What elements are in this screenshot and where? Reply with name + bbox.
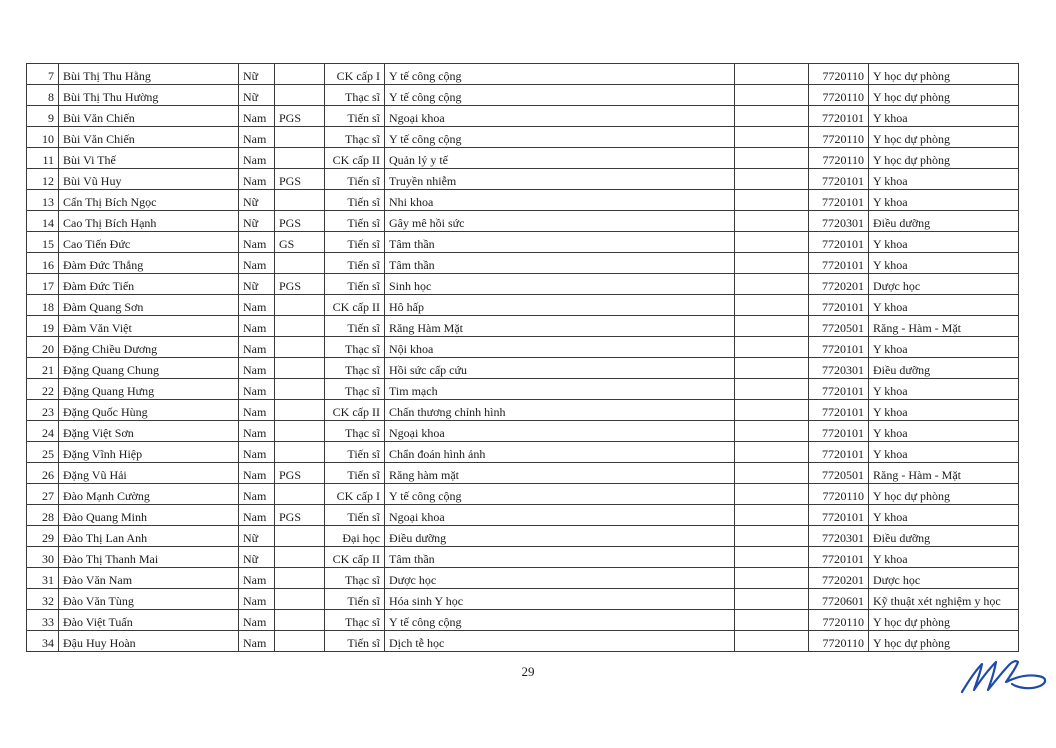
academic-title-cell <box>275 400 325 421</box>
program-code-cell: 7720301 <box>809 526 869 547</box>
row-number: 15 <box>27 232 59 253</box>
table-row <box>27 547 1019 568</box>
row-number: 32 <box>27 589 59 610</box>
academic-title-cell: PGS <box>275 505 325 526</box>
major-cell: Y khoa <box>869 295 1019 316</box>
table-row <box>27 85 1019 106</box>
gender-cell: Nam <box>239 568 275 589</box>
row-number: 34 <box>27 631 59 652</box>
row-number: 26 <box>27 463 59 484</box>
degree-cell: Thạc sĩ <box>325 610 385 631</box>
gender-cell: Nữ <box>239 64 275 85</box>
academic-title-cell <box>275 526 325 547</box>
gender-cell: Nam <box>239 442 275 463</box>
academic-title-cell <box>275 589 325 610</box>
note-cell <box>735 274 809 295</box>
table-row <box>27 127 1019 148</box>
major-cell: Y khoa <box>869 442 1019 463</box>
major-cell: Y khoa <box>869 421 1019 442</box>
major-cell: Răng - Hàm - Mặt <box>869 463 1019 484</box>
major-cell: Dược học <box>869 274 1019 295</box>
row-number: 31 <box>27 568 59 589</box>
gender-cell: Nam <box>239 148 275 169</box>
program-code-cell: 7720201 <box>809 274 869 295</box>
degree-cell: Tiến sĩ <box>325 232 385 253</box>
person-name: Đặng Chiều Dương <box>59 337 239 358</box>
person-name: Cấn Thị Bích Ngọc <box>59 190 239 211</box>
note-cell <box>735 421 809 442</box>
person-name: Đặng Quốc Hùng <box>59 400 239 421</box>
gender-cell: Nam <box>239 316 275 337</box>
major-cell: Y học dự phòng <box>869 127 1019 148</box>
degree-cell: Đại học <box>325 526 385 547</box>
major-cell: Y khoa <box>869 169 1019 190</box>
row-number: 20 <box>27 337 59 358</box>
program-code-cell: 7720101 <box>809 169 869 190</box>
degree-cell: CK cấp II <box>325 148 385 169</box>
note-cell <box>735 547 809 568</box>
academic-title-cell <box>275 127 325 148</box>
row-number: 13 <box>27 190 59 211</box>
row-number: 18 <box>27 295 59 316</box>
gender-cell: Nữ <box>239 547 275 568</box>
note-cell <box>735 610 809 631</box>
academic-title-cell <box>275 358 325 379</box>
table-row <box>27 484 1019 505</box>
specialty-cell: Dịch tễ học <box>385 631 735 652</box>
major-cell: Y học dự phòng <box>869 484 1019 505</box>
academic-title-cell: PGS <box>275 463 325 484</box>
gender-cell: Nam <box>239 295 275 316</box>
table-row <box>27 379 1019 400</box>
row-number: 17 <box>27 274 59 295</box>
program-code-cell: 7720101 <box>809 547 869 568</box>
degree-cell: CK cấp I <box>325 64 385 85</box>
specialty-cell: Răng Hàm Mặt <box>385 316 735 337</box>
row-number: 29 <box>27 526 59 547</box>
note-cell <box>735 400 809 421</box>
program-code-cell: 7720301 <box>809 358 869 379</box>
gender-cell: Nữ <box>239 274 275 295</box>
major-cell: Điều dưỡng <box>869 211 1019 232</box>
person-name: Đặng Vĩnh Hiệp <box>59 442 239 463</box>
gender-cell: Nam <box>239 400 275 421</box>
gender-cell: Nam <box>239 127 275 148</box>
table-row <box>27 400 1019 421</box>
specialty-cell: Y tế công cộng <box>385 610 735 631</box>
staff-table <box>26 63 1019 652</box>
degree-cell: Thạc sĩ <box>325 85 385 106</box>
academic-title-cell <box>275 253 325 274</box>
person-name: Cao Thị Bích Hạnh <box>59 211 239 232</box>
table-row <box>27 211 1019 232</box>
note-cell <box>735 316 809 337</box>
gender-cell: Nữ <box>239 85 275 106</box>
page-number: 29 <box>521 664 535 679</box>
degree-cell: Tiến sĩ <box>325 589 385 610</box>
program-code-cell: 7720110 <box>809 484 869 505</box>
degree-cell: CK cấp II <box>325 295 385 316</box>
person-name: Đặng Việt Sơn <box>59 421 239 442</box>
person-name: Đào Quang Minh <box>59 505 239 526</box>
table-row <box>27 232 1019 253</box>
program-code-cell: 7720201 <box>809 568 869 589</box>
table-row <box>27 463 1019 484</box>
academic-title-cell <box>275 631 325 652</box>
specialty-cell: Tim mạch <box>385 379 735 400</box>
row-number: 8 <box>27 85 59 106</box>
major-cell: Y khoa <box>869 190 1019 211</box>
specialty-cell: Ngoại khoa <box>385 421 735 442</box>
specialty-cell: Tâm thần <box>385 253 735 274</box>
table-row <box>27 295 1019 316</box>
program-code-cell: 7720101 <box>809 400 869 421</box>
gender-cell: Nam <box>239 631 275 652</box>
table-body <box>27 64 1019 652</box>
specialty-cell: Nhi khoa <box>385 190 735 211</box>
table-row <box>27 631 1019 652</box>
major-cell: Y khoa <box>869 505 1019 526</box>
academic-title-cell <box>275 484 325 505</box>
table-row <box>27 148 1019 169</box>
academic-title-cell <box>275 610 325 631</box>
gender-cell: Nam <box>239 106 275 127</box>
row-number: 27 <box>27 484 59 505</box>
table-row <box>27 421 1019 442</box>
row-number: 21 <box>27 358 59 379</box>
specialty-cell: Quản lý y tế <box>385 148 735 169</box>
academic-title-cell <box>275 148 325 169</box>
major-cell: Y khoa <box>869 400 1019 421</box>
note-cell <box>735 442 809 463</box>
program-code-cell: 7720101 <box>809 295 869 316</box>
degree-cell: Thạc sĩ <box>325 379 385 400</box>
specialty-cell: Hồi sức cấp cứu <box>385 358 735 379</box>
row-number: 19 <box>27 316 59 337</box>
gender-cell: Nam <box>239 463 275 484</box>
table-row <box>27 253 1019 274</box>
program-code-cell: 7720101 <box>809 505 869 526</box>
specialty-cell: Hô hấp <box>385 295 735 316</box>
table-row <box>27 316 1019 337</box>
academic-title-cell <box>275 85 325 106</box>
academic-title-cell <box>275 547 325 568</box>
program-code-cell: 7720101 <box>809 337 869 358</box>
person-name: Đặng Quang Hưng <box>59 379 239 400</box>
table-row <box>27 337 1019 358</box>
person-name: Đậu Huy Hoàn <box>59 631 239 652</box>
specialty-cell: Hóa sinh Y học <box>385 589 735 610</box>
major-cell: Y học dự phòng <box>869 610 1019 631</box>
row-number: 24 <box>27 421 59 442</box>
degree-cell: Tiến sĩ <box>325 106 385 127</box>
major-cell: Y khoa <box>869 547 1019 568</box>
gender-cell: Nam <box>239 232 275 253</box>
academic-title-cell <box>275 190 325 211</box>
major-cell: Điều dưỡng <box>869 526 1019 547</box>
note-cell <box>735 589 809 610</box>
program-code-cell: 7720101 <box>809 421 869 442</box>
gender-cell: Nam <box>239 505 275 526</box>
major-cell: Y khoa <box>869 253 1019 274</box>
specialty-cell: Sinh học <box>385 274 735 295</box>
note-cell <box>735 505 809 526</box>
major-cell: Răng - Hàm - Mặt <box>869 316 1019 337</box>
degree-cell: CK cấp II <box>325 547 385 568</box>
note-cell <box>735 211 809 232</box>
table-row <box>27 505 1019 526</box>
program-code-cell: 7720101 <box>809 379 869 400</box>
program-code-cell: 7720101 <box>809 442 869 463</box>
specialty-cell: Y tế công cộng <box>385 127 735 148</box>
academic-title-cell <box>275 316 325 337</box>
note-cell <box>735 64 809 85</box>
program-code-cell: 7720110 <box>809 610 869 631</box>
program-code-cell: 7720501 <box>809 316 869 337</box>
person-name: Đàm Văn Việt <box>59 316 239 337</box>
specialty-cell: Răng hàm mặt <box>385 463 735 484</box>
person-name: Đào Việt Tuấn <box>59 610 239 631</box>
row-number: 11 <box>27 148 59 169</box>
note-cell <box>735 568 809 589</box>
table-row <box>27 274 1019 295</box>
table-row <box>27 358 1019 379</box>
person-name: Đào Văn Nam <box>59 568 239 589</box>
row-number: 22 <box>27 379 59 400</box>
major-cell: Kỹ thuật xét nghiệm y học <box>869 589 1019 610</box>
note-cell <box>735 358 809 379</box>
row-number: 28 <box>27 505 59 526</box>
gender-cell: Nam <box>239 337 275 358</box>
major-cell: Y học dự phòng <box>869 64 1019 85</box>
table-row <box>27 106 1019 127</box>
table-row <box>27 64 1019 85</box>
person-name: Bùi Thị Thu Hường <box>59 85 239 106</box>
row-number: 12 <box>27 169 59 190</box>
major-cell: Y khoa <box>869 337 1019 358</box>
note-cell <box>735 190 809 211</box>
academic-title-cell <box>275 442 325 463</box>
degree-cell: Tiến sĩ <box>325 169 385 190</box>
specialty-cell: Y tế công cộng <box>385 64 735 85</box>
gender-cell: Nữ <box>239 190 275 211</box>
degree-cell: Tiến sĩ <box>325 190 385 211</box>
row-number: 33 <box>27 610 59 631</box>
table-row <box>27 589 1019 610</box>
major-cell: Y khoa <box>869 106 1019 127</box>
note-cell <box>735 106 809 127</box>
note-cell <box>735 85 809 106</box>
note-cell <box>735 232 809 253</box>
degree-cell: Tiến sĩ <box>325 274 385 295</box>
person-name: Cao Tiến Đức <box>59 232 239 253</box>
gender-cell: Nam <box>239 421 275 442</box>
specialty-cell: Tâm thần <box>385 232 735 253</box>
person-name: Đàm Đức Thắng <box>59 253 239 274</box>
note-cell <box>735 631 809 652</box>
degree-cell: Tiến sĩ <box>325 442 385 463</box>
degree-cell: Tiến sĩ <box>325 253 385 274</box>
degree-cell: CK cấp II <box>325 400 385 421</box>
degree-cell: Thạc sĩ <box>325 358 385 379</box>
academic-title-cell <box>275 421 325 442</box>
specialty-cell: Tâm thần <box>385 547 735 568</box>
specialty-cell: Chấn thương chỉnh hình <box>385 400 735 421</box>
table-row <box>27 190 1019 211</box>
degree-cell: Thạc sĩ <box>325 337 385 358</box>
program-code-cell: 7720110 <box>809 631 869 652</box>
academic-title-cell <box>275 379 325 400</box>
major-cell: Y khoa <box>869 232 1019 253</box>
degree-cell: Tiến sĩ <box>325 505 385 526</box>
major-cell: Điều dưỡng <box>869 358 1019 379</box>
note-cell <box>735 463 809 484</box>
table-row <box>27 610 1019 631</box>
gender-cell: Nam <box>239 358 275 379</box>
row-number: 30 <box>27 547 59 568</box>
program-code-cell: 7720101 <box>809 232 869 253</box>
specialty-cell: Truyền nhiễm <box>385 169 735 190</box>
program-code-cell: 7720110 <box>809 64 869 85</box>
table-row <box>27 442 1019 463</box>
program-code-cell: 7720101 <box>809 190 869 211</box>
program-code-cell: 7720110 <box>809 127 869 148</box>
academic-title-cell: PGS <box>275 169 325 190</box>
major-cell: Y khoa <box>869 379 1019 400</box>
row-number: 10 <box>27 127 59 148</box>
note-cell <box>735 148 809 169</box>
program-code-cell: 7720110 <box>809 85 869 106</box>
note-cell <box>735 253 809 274</box>
academic-title-cell <box>275 295 325 316</box>
degree-cell: Thạc sĩ <box>325 421 385 442</box>
specialty-cell: Điều dưỡng <box>385 526 735 547</box>
note-cell <box>735 127 809 148</box>
person-name: Đào Thị Lan Anh <box>59 526 239 547</box>
degree-cell: Tiến sĩ <box>325 631 385 652</box>
table-row <box>27 568 1019 589</box>
program-code-cell: 7720101 <box>809 106 869 127</box>
major-cell: Y học dự phòng <box>869 85 1019 106</box>
degree-cell: CK cấp I <box>325 484 385 505</box>
specialty-cell: Y tế công cộng <box>385 85 735 106</box>
row-number: 23 <box>27 400 59 421</box>
person-name: Đào Thị Thanh Mai <box>59 547 239 568</box>
specialty-cell: Dược học <box>385 568 735 589</box>
row-number: 16 <box>27 253 59 274</box>
degree-cell: Thạc sĩ <box>325 568 385 589</box>
person-name: Đàm Đức Tiến <box>59 274 239 295</box>
note-cell <box>735 484 809 505</box>
person-name: Đào Văn Tùng <box>59 589 239 610</box>
program-code-cell: 7720301 <box>809 211 869 232</box>
table-row <box>27 169 1019 190</box>
specialty-cell: Gây mê hồi sức <box>385 211 735 232</box>
gender-cell: Nam <box>239 253 275 274</box>
gender-cell: Nam <box>239 169 275 190</box>
specialty-cell: Ngoại khoa <box>385 106 735 127</box>
major-cell: Dược học <box>869 568 1019 589</box>
specialty-cell: Y tế công cộng <box>385 484 735 505</box>
row-number: 7 <box>27 64 59 85</box>
note-cell <box>735 295 809 316</box>
note-cell <box>735 379 809 400</box>
note-cell <box>735 337 809 358</box>
row-number: 14 <box>27 211 59 232</box>
gender-cell: Nam <box>239 610 275 631</box>
table-row <box>27 526 1019 547</box>
gender-cell: Nam <box>239 589 275 610</box>
person-name: Bùi Vũ Huy <box>59 169 239 190</box>
specialty-cell: Ngoại khoa <box>385 505 735 526</box>
degree-cell: Tiến sĩ <box>325 463 385 484</box>
degree-cell: Tiến sĩ <box>325 211 385 232</box>
person-name: Đào Mạnh Cường <box>59 484 239 505</box>
academic-title-cell: PGS <box>275 274 325 295</box>
academic-title-cell: PGS <box>275 106 325 127</box>
specialty-cell: Nội khoa <box>385 337 735 358</box>
person-name: Bùi Thị Thu Hằng <box>59 64 239 85</box>
note-cell <box>735 169 809 190</box>
academic-title-cell <box>275 64 325 85</box>
person-name: Bùi Văn Chiến <box>59 127 239 148</box>
degree-cell: Thạc sĩ <box>325 127 385 148</box>
program-code-cell: 7720101 <box>809 253 869 274</box>
person-name: Đặng Vũ Hải <box>59 463 239 484</box>
degree-cell: Tiến sĩ <box>325 316 385 337</box>
row-number: 25 <box>27 442 59 463</box>
major-cell: Y học dự phòng <box>869 631 1019 652</box>
gender-cell: Nữ <box>239 211 275 232</box>
person-name: Đàm Quang Sơn <box>59 295 239 316</box>
person-name: Bùi Văn Chiến <box>59 106 239 127</box>
person-name: Bùi Vi Thế <box>59 148 239 169</box>
person-name: Đặng Quang Chung <box>59 358 239 379</box>
note-cell <box>735 526 809 547</box>
program-code-cell: 7720501 <box>809 463 869 484</box>
gender-cell: Nữ <box>239 526 275 547</box>
academic-title-cell: GS <box>275 232 325 253</box>
gender-cell: Nam <box>239 484 275 505</box>
row-number: 9 <box>27 106 59 127</box>
major-cell: Y học dự phòng <box>869 148 1019 169</box>
program-code-cell: 7720601 <box>809 589 869 610</box>
academic-title-cell <box>275 568 325 589</box>
academic-title-cell <box>275 337 325 358</box>
signature-mark <box>956 652 1052 700</box>
specialty-cell: Chẩn đoán hình ảnh <box>385 442 735 463</box>
gender-cell: Nam <box>239 379 275 400</box>
program-code-cell: 7720110 <box>809 148 869 169</box>
academic-title-cell: PGS <box>275 211 325 232</box>
